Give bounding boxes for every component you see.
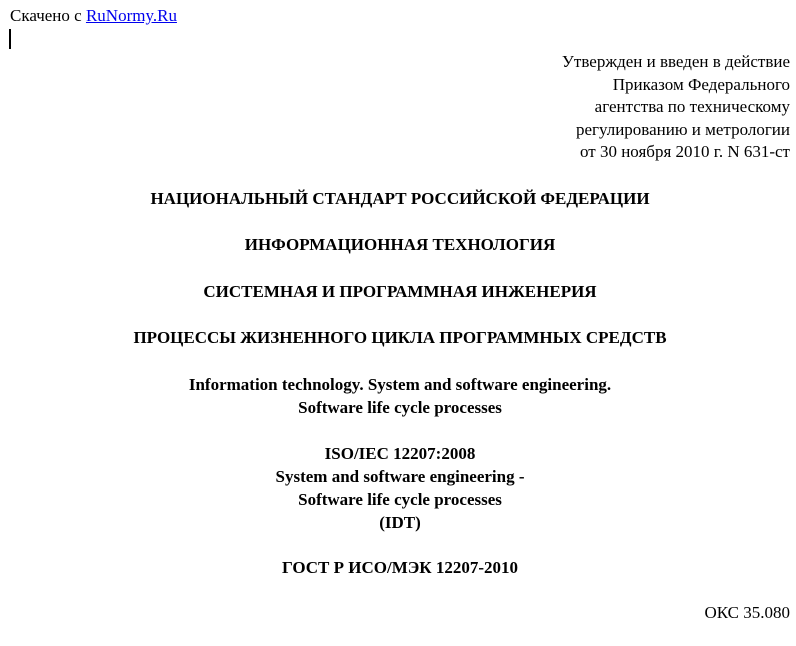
iso-title-line1: System and software engineering - — [275, 467, 525, 486]
iso-title-line2: Software life cycle processes — [298, 490, 502, 509]
national-standard-title: НАЦИОНАЛЬНЫЙ СТАНДАРТ РОССИЙСКОЙ ФЕДЕРАЦИИ — [150, 189, 650, 208]
download-source-prefix: Скачено с — [10, 6, 82, 25]
idt-label: (IDT) — [379, 513, 421, 532]
runormy-link[interactable]: RuNormy.Ru — [85, 6, 177, 25]
approval-block — [562, 51, 790, 164]
text-cursor — [9, 29, 11, 49]
approval-line: Приказом Федерального — [612, 74, 790, 94]
english-title-line2: Software life cycle processes — [298, 398, 502, 417]
approval-line: от 30 ноября 2010 г. N 631-ст — [580, 142, 790, 162]
engineering-title: СИСТЕМНАЯ И ПРОГРАММНАЯ ИНЖЕНЕРИЯ — [203, 282, 597, 301]
english-title-block — [0, 373, 796, 419]
gost-designation: ГОСТ Р ИСО/МЭК 12207-2010 — [281, 558, 519, 577]
approval-line: регулированию и метрологии — [575, 119, 790, 139]
oks-code: ОКС 35.080 — [704, 603, 790, 622]
processes-title: ПРОЦЕССЫ ЖИЗНЕННОГО ЦИКЛА ПРОГРАММНЫХ СРЕДСТВ — [133, 328, 667, 347]
english-title-line1: Information technology. System and software engineering. — [188, 375, 612, 394]
download-source-line — [10, 5, 177, 26]
approval-line: агентства по техническому — [594, 97, 790, 117]
it-title: ИНФОРМАЦИОННАЯ ТЕХНОЛОГИЯ — [244, 235, 556, 254]
approval-line: Утвержден и введен в действие — [561, 52, 790, 71]
iso-designation: ISO/IEC 12207:2008 — [324, 444, 476, 463]
iso-block — [0, 442, 796, 534]
